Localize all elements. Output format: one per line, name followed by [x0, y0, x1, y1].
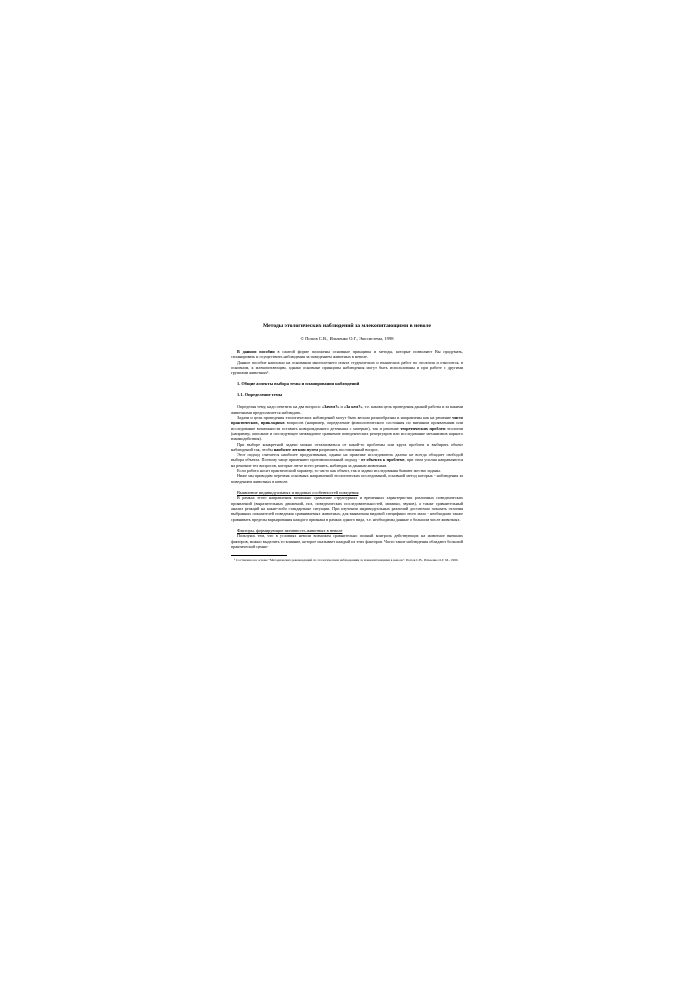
topic-heading-activity-factors: Факторы, формирующие активность животных в неволе — [237, 527, 343, 533]
footnote-divider — [231, 555, 287, 556]
footnote: ¹ Составлено на основе "Методических рекомендаций по этологическим наблюдениям за млекопитающими в неволе". Попов С.В., Ильченко О.Г. М., 1990. — [234, 558, 459, 563]
body-paragraph-2: Задачи и цели проведения этологических наблюдений могут быть весьма разнообразны и направлены как на решение чисто практических, прикладных вопросов (например, определение физиологического состояния по внешним проявлениям или исследование возможности оставить новорожденного детеныша с матерью), так и решение теоретических проблем этологии (например, описание и последующее межвидовое сравнение поведенческих репертуаров или исследование механизмов парного взаимодействия). — [231, 415, 463, 442]
body-paragraph-8: Пользуясь тем, что в условиях неволи возможен сравнительно полный контроль действующих на животное внешних факторов, можно выделить то влияние, которое оказывает каждый из этих факторов. Часто такие наблюдения обладают большой практической ценно- — [231, 533, 463, 549]
authors-line: © Попов С.В., Ильченко О.Г., Экосистема, 1998 — [300, 336, 394, 341]
section-heading: 1. Общие аспекты выбора темы и планирования наблюдений — [237, 381, 360, 387]
document-title: Методы этологических наблюдений за млекопитающими в неволе — [262, 323, 432, 329]
intro-paragraph-2: Данное пособие написано на основании многолетнего опыта студенческих и юннатских работ по этологии и относится, в основном, к млекопитающим, однако основные принципы наблюдения могут быть использованы и при работе с другими группами животных¹. — [231, 359, 463, 376]
body-paragraph-3: При выборе конкретной задачи можно отталкиваться от какой-то проблемы или круга проблем и выбирать объект наблюдений так, чтобы наиболее легким путем разрешить поставленный вопрос. — [231, 441, 463, 452]
document-page — [231, 323, 463, 562]
topic-heading-individual-features: Выявление индивидуальных и видовых особенностей поведения — [237, 489, 359, 495]
intro-paragraph-1: В данном пособии в сжатой форме положены основные принципы и методы, которые позволяют Вы продумать, спланировать и осуществить наблюдения за поведением животных в неволе. — [231, 349, 463, 360]
body-paragraph-6: Ниже мы приводим перечень основных направлений этологических исследований, основной метод которых - наблюдения за поведением животных в неволе. — [231, 473, 463, 484]
body-paragraph-5: Если работа носит практический характер, то часто как объект, так и задачи исследования бывают жестко заданы. — [237, 468, 441, 474]
body-paragraph-7: В рамках этого направления возможно сравнение структурных и временных характеристик различных поведенческих проявлений (выразительных движений, поз, поведенческих последовательностей, мимики, звуков), а также сравнительный анализ реакций на какие-либо стандартные ситуации. При изучении индивидуальных различий достаточно показать отличия выбранных показателей поведения сравниваемых животных; для выявления видовой специфики этого мало - необходимо также сравнивать пределы варьирования каждого признака в рамках одного вида, т.е. необходимы данные о большом числе животных. — [231, 495, 463, 522]
body-paragraph-1: Определяя тему, надо ответить на два вопроса: «Зачем?» и «За кем?», т.е. какова цель проведения данной работы и за какими животными предполагается наблюдать. — [231, 404, 463, 415]
subsection-heading: 1.1. Определение темы — [237, 392, 283, 398]
body-paragraph-4: Этот подход считается наиболее продуктивным, однако на практике исследователь далеко не всегда обладает свободой выбора объекта. Поэтому чаще применяют противоположный подход - от объекта к проблеме, при этом усилия направляются на решение тех вопросов, которые легче всего решить, наблюдая за данным животным. — [231, 452, 463, 468]
